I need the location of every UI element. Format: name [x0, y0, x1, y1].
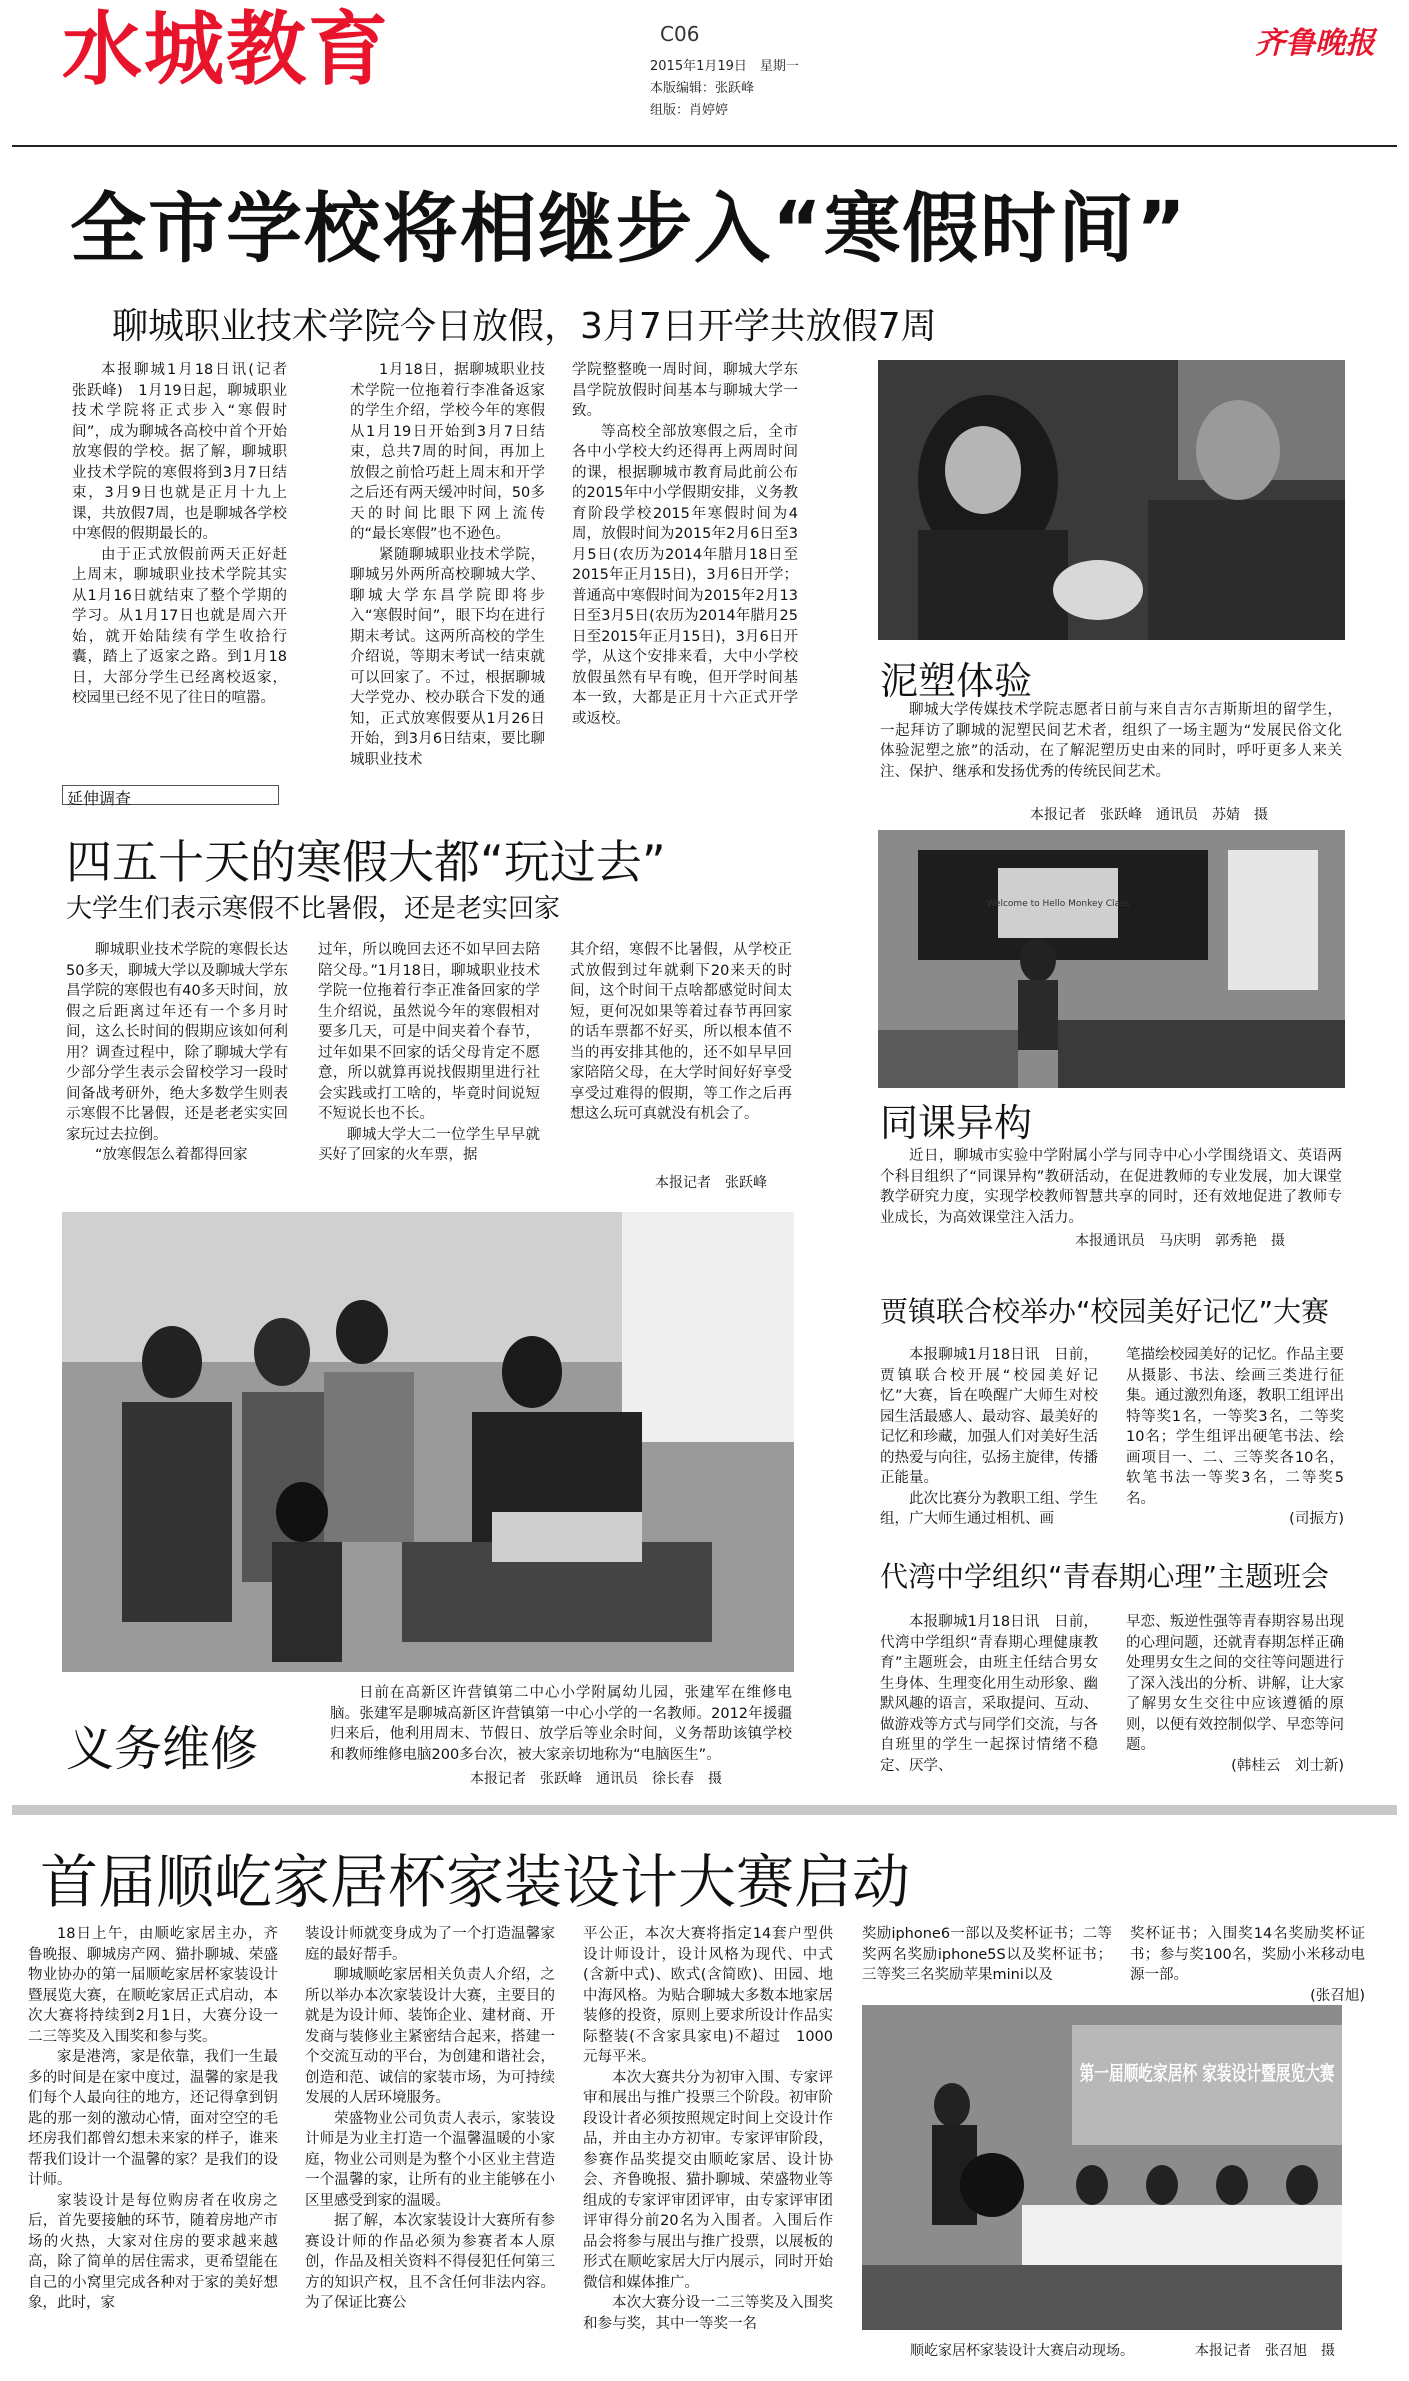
contest-caption: 顺屹家居杯家装设计大赛启动现场。: [910, 2343, 1134, 2359]
jiazhen-col-2: 笔描绘校园美好的记忆。作品主要从摄影、书法、绘画三类进行征集。通过激烈角逐，教职工组评出特等奖1名，一等奖3名，二等奖10名；学生组评出硬笔书法、绘画项目一、二、三等奖各10名，软笔书法一等奖3名，二等奖5名。 (司振方): [1126, 1345, 1344, 1530]
screen-text: Welcome to Hello Monkey Class: [986, 899, 1130, 909]
clay-caption: 聊城大学传媒技术学院志愿者日前与来自吉尔吉斯斯坦的留学生，一起拜访了聊城的泥塑民间艺术者，组织了一场主题为“发展民俗文化 体验泥塑之旅”的活动，在了解泥塑历史由来的同时，呼吁更多人来关注、保护、继承和发扬优秀的传统民间艺术。: [880, 702, 1357, 780]
jiazhen-title: 贾镇联合校举办“校园美好记忆”大赛: [880, 1295, 1330, 1328]
daiwan-title: 代湾中学组织“青春期心理”主题班会: [880, 1560, 1330, 1593]
lead-col-3: 学院整整晚一周时间，聊城大学东昌学院放假时间基本与聊城大学一致。 等高校全部放寒假之后，全市各中小学校大约还得再上两周时间的课，根据聊城市教育局此前公布的2015年中小学假期安排，义务教育阶段学校2015年寒假时间为4周，放假时间为2015年2月6日至3月5日(农历为2014年腊月18日至2015年正月15日)，3月6日开学；普通高中寒假时间为2015年2月13日至3月5日(农历为2014年腊月25日至2015年正月15日)，3月6日开学，从这个安排来看，大中小学校放假虽然有早有晚，但开学时间基本一致，大都是正月十六正式开学或返校。: [572, 362, 798, 727]
contest-photo: [862, 2005, 1342, 2330]
lead-headline: 全市学校将相继步入“寒假时间”: [70, 184, 1188, 273]
daiwan-col-1: 本报聊城1月18日讯 日前，代湾中学组织“青春期心理健康教育”主题班会，由班主任结合男女生身体、生理变化用生动形象、幽默风趣的语言，采取提问、互动、做游戏等方式与同学们交流，与各自班里的学生一起探讨情绪不稳定、厌学、: [880, 1614, 1098, 1774]
repair-credit: 本报记者 张跃峰 通讯员 徐长春 摄: [470, 1771, 722, 1787]
lead-col-2: 1月18日，据聊城职业技术学院一位拖着行李准备返家的学生介绍，学校今年的寒假从1月19日开始到3月7日结束，总共7周的时间，再加上放假之前恰巧赶上周末和开学之后还有两天缓冲时间，50多天的时间比眼下网上流传的“最长寒假”也不逊色。 紧随聊城职业技术学院，聊城另外两所高校聊城大学、聊城大学东昌学院即将步入“寒假时间”，眼下均在进行期末考试。这两所高校的学生介绍说，等期末考试一结束就可以回家了。不过，根据聊城大学党办、校办联合下发的通知，正式放寒假要从1月26日开始，到3月6日结束，要比聊城职业技术: [350, 362, 545, 768]
classes-title: 同课异构: [880, 1101, 1033, 1145]
lead-col-1: 本报聊城1月18日讯(记者 张跃峰) 1月19日起，聊城职业技术学院将正式步入“寒假时间”，成为聊城各高校中首个开始放寒假的学校。据了解，聊城职业技术学院的寒假将到3月7日结束，3月9日也就是正月十九上课，共放假7周，也是聊城各学校中寒假的假期最长的。 由于正式放假前两天正好赶上周末，聊城职业技术学院其实从1月16日就结束了整个学期的学习。从1月17日也就是周六开始，就开始陆续有学生收拾行囊，踏上了返家之路。到1月18日，大部分学生已经离校返家，校园里已经不见了往日的喧嚣。: [72, 362, 302, 706]
section-separator: [12, 1805, 1397, 1815]
repair-title: 义务维修: [66, 1721, 259, 1777]
date-line: 2015年1月19日 星期一: [650, 59, 799, 74]
editor-line: 本版编辑：张跃峰: [650, 81, 755, 96]
survey-tag-box: [62, 785, 279, 808]
header-rule: [12, 145, 1397, 147]
contest-byline: (张召旭): [1310, 1987, 1365, 2004]
layout-line: 组版：肖婷婷: [650, 103, 729, 118]
clay-title: 泥塑体验: [880, 659, 1033, 703]
contest-title: 首届顺屹家居杯家装设计大赛启动: [40, 1848, 911, 1916]
survey-byline: 本报记者 张跃峰: [655, 1175, 767, 1191]
classes-credit: 本报通讯员 马庆明 郭秀艳 摄: [1075, 1233, 1285, 1249]
survey-tag: 延伸调查: [67, 789, 132, 808]
survey-col-2: 过年，所以晚回去还不如早回去陪陪父母。”1月18日，聊城职业技术学院一位拖着行李正准备回家的学生介绍说，虽然说今年的寒假相对要多几天，可是中间夹着个春节，过年如果不回家的话父母肯定不愿意，所以就算再说找假期里进行社会实践或打工啥的，毕竟时间说短不短说长也不长。 聊城大学大二一位学生早早就买好了回家的火车票，据: [318, 942, 540, 1163]
survey-col-1: 聊城职业技术学院的寒假长达50多天，聊城大学以及聊城大学东昌学院的寒假也有40多天时间，放假之后距离过年还有一个多月时间，这么长时间的假期应该如何利用？调查过程中，除了聊城大学有少部分学生表示会留校学习一段时间备战考研外，绝大多数学生则表示寒假不比暑假，还是老老实实回家玩过去拉倒。 “放寒假怎么着都得回家: [66, 942, 288, 1163]
daiwan-col-2: 早恋、叛逆性强等青春期容易出现的心理问题，还就青春期怎样正确处理男女生之间的交往等问题进行了深入浅出的分析、讲解，让大家了解男女生交往中应该遵循的原则，以便有效控制似学、早恋等问题。 (韩桂云 刘士新): [1126, 1612, 1344, 1776]
clay-photo: [878, 360, 1345, 640]
lead-subheadline: 聊城职业技术学院今日放假，3月7日开学共放假7周: [112, 306, 937, 347]
contest-col-3: 平公正，本次大赛将指定14套户型供设计师设计，设计风格为现代、中式(含新中式)、欧式(含简欧)、田园、地中海风格。为贴合聊城大多数本地家居装修的投资，原则上要求所设计作品实际整装(不含家具家电)不超过 1000元每平米。 本次大赛共分为初审入围、专家评审和展出与推广投票三个阶段。初审阶段设计者必须按照规定时间上交设计作品，并由主办方初审。专家评审阶段，参赛作品奖提交由顺屹家居、设计协会、齐鲁晚报、猫扑聊城、荣盛物业等组成的专家评审团评审，由专家评审团评审得分前20名为入围者。入围后作品会将参与展出与推广投票，以展板的形式在顺屹家居大厅内展示，同时开始微信和媒体推广。 本次大赛分设一二三等奖及入围奖和参与奖，其中一等奖一名: [583, 1926, 833, 2332]
jiazhen-byline: (司振方): [1289, 1511, 1344, 1527]
class-photo-illustration: [878, 830, 1345, 1088]
masthead-meta: [650, 56, 799, 122]
repair-photo-illustration: [62, 1212, 794, 1672]
repair-photo: [62, 1212, 794, 1672]
survey-col-3: 其介绍，寒假不比暑假，从学校正式放假到过年就剩下20来天的时间，这个时间干点啥都感觉时间太短，更何况如果等着过春节再回家的话车票都不好买，所以根本值不当的再安排其他的，还不如早早回家陪陪父母，在大学时间好好享受享受过难得的假期，等工作之后再想这么玩可真就没有机会了。: [570, 942, 792, 1122]
masthead-title: 水城教育: [62, 3, 390, 96]
contest-photo-illustration: [862, 2005, 1342, 2330]
contest-col-4: 奖励iphone6一部以及奖杯证书；二等奖两名奖励iphone5S以及奖杯证书；三等奖三名奖励苹果mini以及: [862, 1926, 1112, 1983]
classes-caption: 近日，聊城市实验中学附属小学与同寺中心小学围绕语文、英语两个科目组织了“同课异构”教研活动，在促进教师的专业发展，加大课堂教学研究力度，实现学校教师智慧共享的同时，还有效地促进了教师专业成长，为高效课堂注入活力。: [880, 1148, 1342, 1226]
clay-credit: 本报记者 张跃峰 通讯员 苏婧 摄: [1030, 807, 1268, 823]
brand-logo: 齐鲁晚报: [1255, 26, 1375, 61]
contest-col-5: 奖杯证书；入围奖14名奖励奖杯证书；参与奖100名，奖励小米移动电源一部。 (张召旭): [1130, 1924, 1365, 2006]
contest-col-2: 装设计师就变身成为了一个打造温馨家庭的最好帮手。 聊城顺屹家居相关负责人介绍，之所以举办本次家装设计大赛，主要目的就是为设计师、装饰企业、建材商、开发商与装修业主紧密结合起来，搭建一个交流互动的平台，为创建和谐社会，创造和范、诚信的家装市场，为可持续发展的人居环境服务。 荣盛物业公司负责人表示，家装设计师是为业主打造一个温馨温暖的小家庭，物业公司则是为整个小区业主营造一个温馨的家，让所有的业主能够在小区里感受到家的温暖。 据了解，本次家装设计大赛所有参赛设计师的作品必须为参赛者本人原创，作品及相关资料不得侵犯任何第三方的知识产权，且不含任何非法内容。为了保证比赛公: [305, 1926, 555, 2311]
daiwan-byline: (韩桂云 刘士新): [1231, 1757, 1344, 1774]
banner-text: 第一届顺屹家居杯 家装设计暨展览大赛: [1079, 2061, 1335, 2085]
repair-caption: 日前在高新区许营镇第二中心小学附属幼儿园，张建军在维修电脑。张建军是聊城高新区许营镇第一中心小学的一名教师。2012年援疆归来后，他利用周末、节假日、放学后等业余时间，义务帮助该镇学校和教师维修电脑200多台次，被大家亲切地称为“电脑医生”。: [330, 1685, 792, 1763]
jiazhen-col-1: 本报聊城1月18日讯 日前，贾镇联合校开展“校园美好记忆”大赛，旨在唤醒广大师生对校园生活最感人、最动容、最美好的记忆和珍藏，加强人们对美好生活的热爱与向往，弘扬主旋律，传播正能量。 此次比赛分为教职工组、学生组，广大师生通过相机、画: [880, 1347, 1098, 1527]
survey-subtitle: 大学生们表示寒假不比暑假，还是老实回家: [66, 894, 561, 924]
survey-title: 四五十天的寒假大都“玩过去”: [66, 835, 666, 889]
contest-credit: 本报记者 张召旭 摄: [1195, 2343, 1335, 2359]
page-number: C06: [660, 22, 700, 46]
clay-photo-illustration: [878, 360, 1345, 640]
contest-col-1: 18日上午，由顺屹家居主办，齐鲁晚报、聊城房产网、猫扑聊城、荣盛物业协办的第一届顺屹家居杯家装设计暨展览大赛，在顺屹家居正式启动，本次大赛将持续到2月1日，大赛分设一二三等奖及入围奖和参与奖。 家是港湾，家是依靠，我们一生最多的时间是在家中度过，温馨的家是我们每个人最向往的地方，还记得拿到钥匙的那一刻的激动心情，面对空空的毛坯房我们都曾幻想未来家的样子，谁来帮我们设计一个温馨的家？是我们的设计师。 家装设计是每位购房者在收房之后，首先要接触的环节，随着房地产市场的火热，大家对住房的要求越来越高，除了简单的居住需求，更希望能在自己的小窝里完成各种对于家的美好想象，此时，家: [28, 1926, 278, 2311]
class-photo: [878, 830, 1345, 1088]
